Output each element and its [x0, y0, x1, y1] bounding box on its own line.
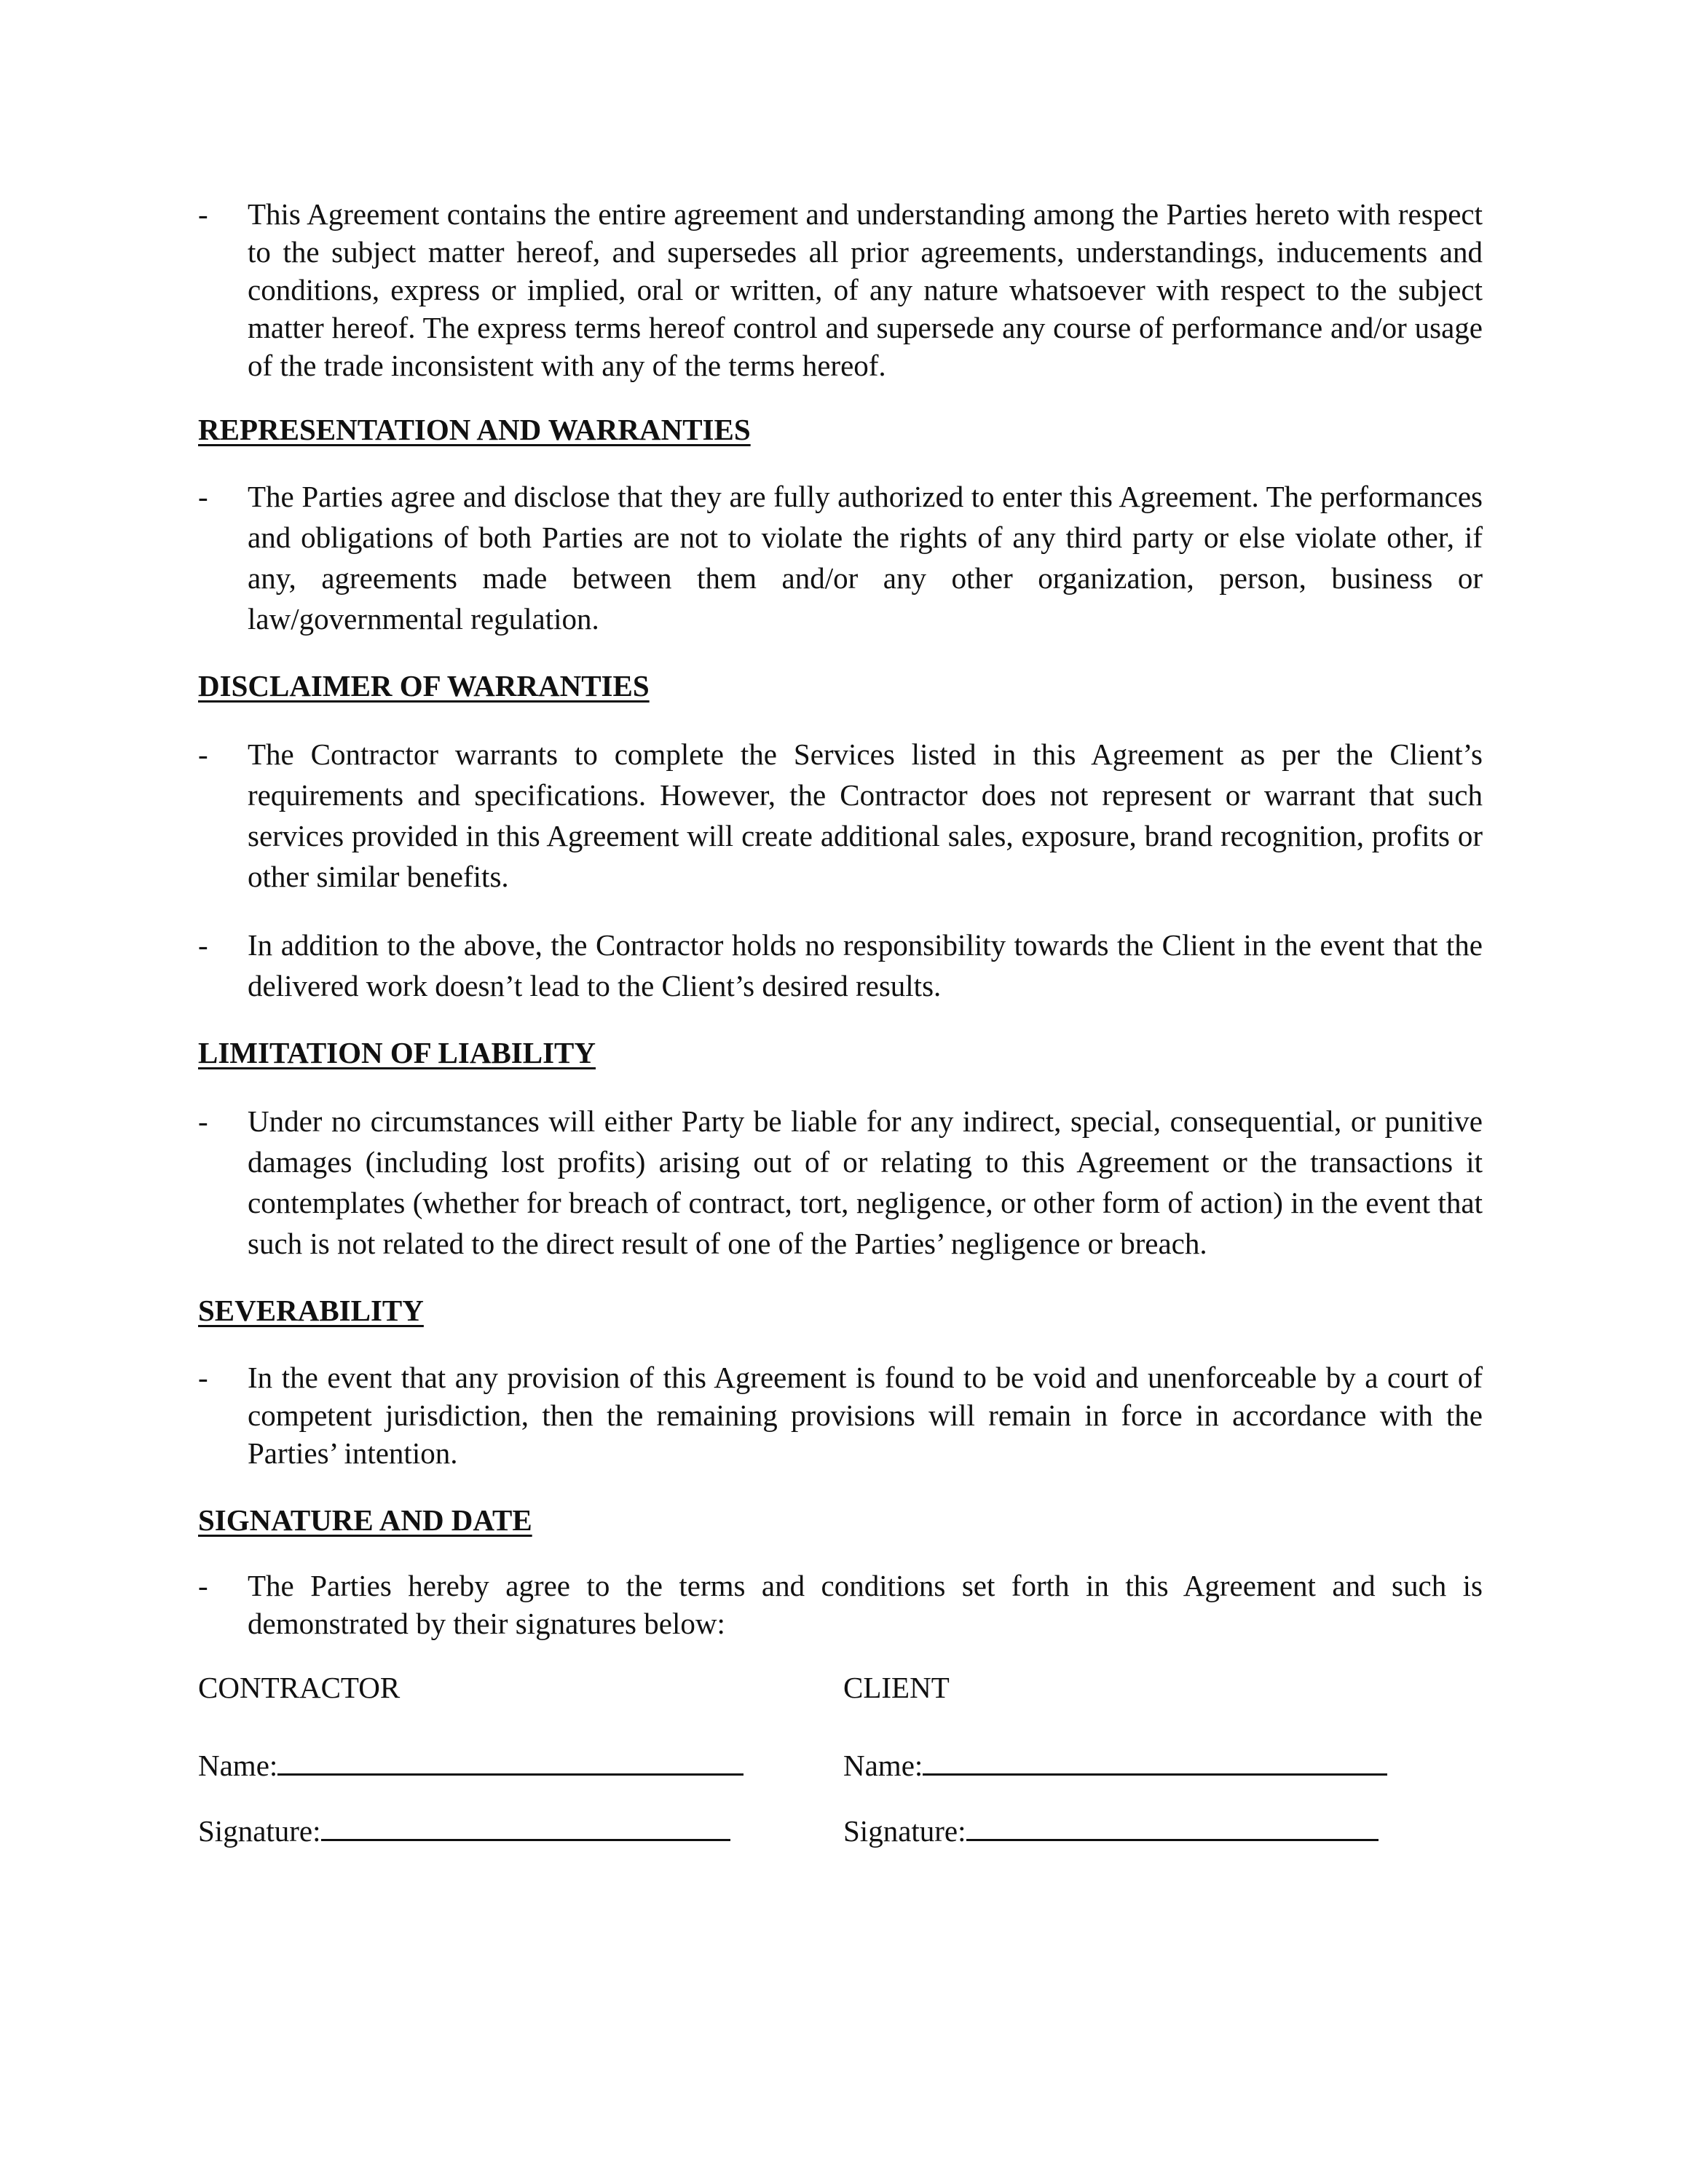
heading-disclaimer-warranties: DISCLAIMER OF WARRANTIES — [198, 669, 650, 703]
client-name-line[interactable] — [923, 1744, 1387, 1776]
heading-signature-date: SIGNATURE AND DATE — [198, 1503, 532, 1537]
clause-disclaimer-2 — [198, 925, 1483, 1006]
heading-limitation-liability: LIMITATION OF LIABILITY — [198, 1036, 596, 1069]
clause-text: The Contractor warrants to complete the Services listed in this Agreement as per the Client’s requirements and specifications. However, the Contractor does not represent or warrant that such services provided in this Agreement will create additional sales, exposure, brand recognition, profits or other similar benefits. — [248, 737, 1483, 893]
bullet-dash: - — [198, 928, 208, 962]
client-name-field — [843, 1744, 1387, 1784]
contractor-label: CONTRACTOR — [198, 1671, 401, 1704]
clause-limitation — [198, 1101, 1483, 1264]
signature-party-labels — [198, 1669, 1483, 1706]
client-label: CLIENT — [843, 1671, 950, 1704]
signature-signature-row — [198, 1810, 1483, 1848]
document-page — [198, 195, 1483, 1848]
client-name-label: Name: — [843, 1749, 923, 1782]
bullet-dash: - — [198, 737, 208, 771]
clause-representation — [198, 476, 1483, 639]
contractor-signature-label: Signature: — [198, 1814, 321, 1848]
client-signature-line[interactable] — [966, 1810, 1379, 1841]
clause-entire-agreement — [198, 195, 1483, 384]
clause-text: The Parties hereby agree to the terms and conditions set forth in this Agreement and such is demonstrated by their signatures below: — [248, 1569, 1483, 1640]
signature-name-row — [198, 1744, 1483, 1782]
client-signature-label: Signature: — [843, 1814, 966, 1848]
clause-text: This Agreement contains the entire agreement and understanding among the Parties hereto with respect to the subject matter hereof, and supersedes all prior agreements, understandings, inducements and conditions, express or implied, oral or written, of any nature whatsoever with respect to the subject matter hereof. The express terms hereof control and supersede any course of performance and/or usage of the trade inconsistent with any of the terms hereof. — [248, 197, 1483, 382]
client-signature-field — [843, 1810, 1379, 1850]
bullet-dash: - — [198, 1569, 208, 1602]
heading-representation-warranties: REPRESENTATION AND WARRANTIES — [198, 413, 751, 446]
clause-signature — [198, 1567, 1483, 1642]
clause-text: The Parties agree and disclose that they are fully authorized to enter this Agreement. The performances and obligations of both Parties are not to violate the rights of any third party or else violate other, if any, agreements made between them and/or any other organization, person, business or law/governmental regulation. — [248, 480, 1483, 636]
bullet-dash: - — [198, 1104, 208, 1138]
bullet-dash: - — [198, 1361, 208, 1394]
clause-text: In addition to the above, the Contractor holds no responsibility towards the Client in the event that the delivered work doesn’t lead to the Client’s desired results. — [248, 928, 1483, 1002]
contractor-signature-field — [198, 1810, 730, 1850]
heading-severability: SEVERABILITY — [198, 1294, 424, 1327]
contractor-name-label: Name: — [198, 1749, 278, 1782]
contractor-signature-line[interactable] — [321, 1810, 730, 1841]
clause-text: Under no circumstances will either Party be liable for any indirect, special, consequential, or punitive damages (including lost profits) arising out of or relating to this Agreement or the transactions it contemplates (whether for breach of contract, tort, negligence, or other form of action) in the event that such is not related to the direct result of one of the Parties’ negligence or breach. — [248, 1104, 1483, 1260]
bullet-dash: - — [198, 197, 208, 231]
clause-severability — [198, 1358, 1483, 1472]
clause-disclaimer-1 — [198, 734, 1483, 897]
clause-text: In the event that any provision of this Agreement is found to be void and unenforceable by a court of competent jurisdiction, then the remaining provisions will remain in force in accordance with the Parties’ intention. — [248, 1361, 1483, 1470]
contractor-name-line[interactable] — [277, 1744, 744, 1776]
contractor-name-field — [198, 1744, 744, 1784]
bullet-dash: - — [198, 480, 208, 513]
